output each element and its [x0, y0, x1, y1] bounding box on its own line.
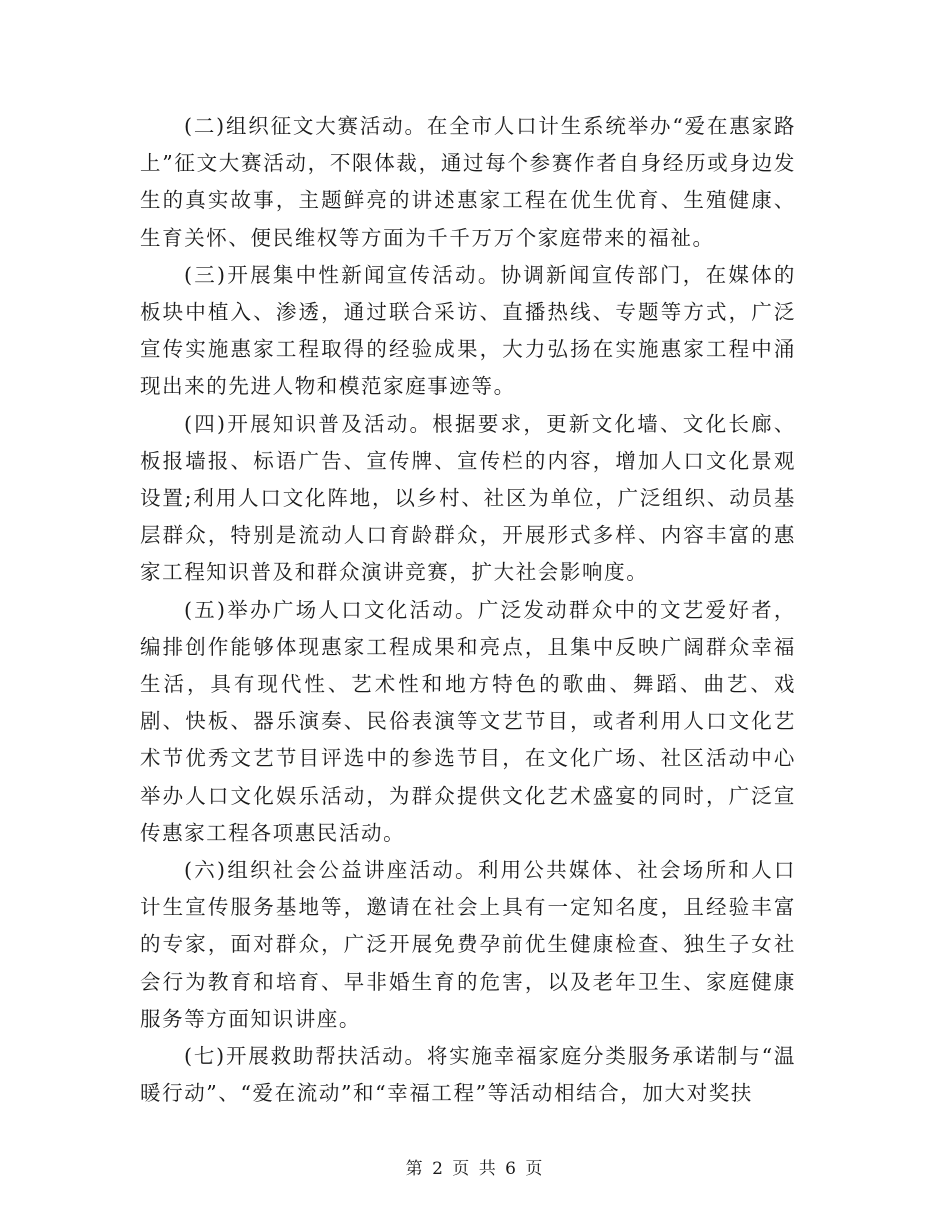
document-body: [140, 108, 796, 1112]
paragraph-essay-contest: (二)组织征文大赛活动。在全市人口计生系统举办“爱在惠家路上”征文大赛活动，不限体裁，通过每个参赛作者自身经历或身边发生的真实故事，主题鲜亮的讲述惠家工程在优生优育、生殖健康、生育关怀、便民维权等方面为千千万万个家庭带来的福祉。: [140, 114, 796, 250]
paragraph-news-publicity: (三)开展集中性新闻宣传活动。协调新闻宣传部门，在媒体的板块中植入、渗透，通过联合采访、直播热线、专题等方式，广泛宣传实施惠家工程取得的经验成果，大力弘扬在实施惠家工程中涌现出来的先进人物和模范家庭事迹等。: [140, 262, 796, 399]
page-number-footer: 第 2 页 共 6 页: [405, 1159, 545, 1179]
paragraph-knowledge-popularization: (四)开展知识普及活动。根据要求，更新文化墙、文化长廊、板报墙报、标语广告、宣传牌、宣传栏的内容，增加人口文化景观设置;利用人口文化阵地，以乡村、社区为单位，广泛组织、动员基层群众，特别是流动人口育龄群众，开展形式多样、内容丰富的惠家工程知识普及和群众演讲竞赛，扩大社会影响度。: [140, 411, 796, 585]
paragraph-square-culture: (五)举办广场人口文化活动。广泛发动群众中的文艺爱好者，编排创作能够体现惠家工程成果和亮点，且集中反映广阔群众幸福生活，具有现代性、艺术性和地方特色的歌曲、舞蹈、曲艺、戏剧、快板、器乐演奏、民俗表演等文艺节目，或者利用人口文化艺术节优秀文艺节目评选中的参选节目，在文化广场、社区活动中心举办人口文化娱乐活动，为群众提供文化艺术盛宴的同时，广泛宣传惠家工程各项惠民活动。: [140, 597, 796, 845]
paragraph-public-lectures: (六)组织社会公益讲座活动。利用公共媒体、社会场所和人口计生宣传服务基地等，邀请在社会上具有一定知名度，且经验丰富的专家，面对群众，广泛开展免费孕前优生健康检查、独生子女社会行为教育和培育、早非婚生育的危害，以及老年卫生、家庭健康服务等方面知识讲座。: [140, 858, 796, 1031]
paragraph-relief-assistance: (七)开展救助帮扶活动。将实施幸福家庭分类服务承诺制与“温暖行动”、“爱在流动”和“幸福工程”等活动相结合，加大对奖扶: [140, 1044, 796, 1106]
